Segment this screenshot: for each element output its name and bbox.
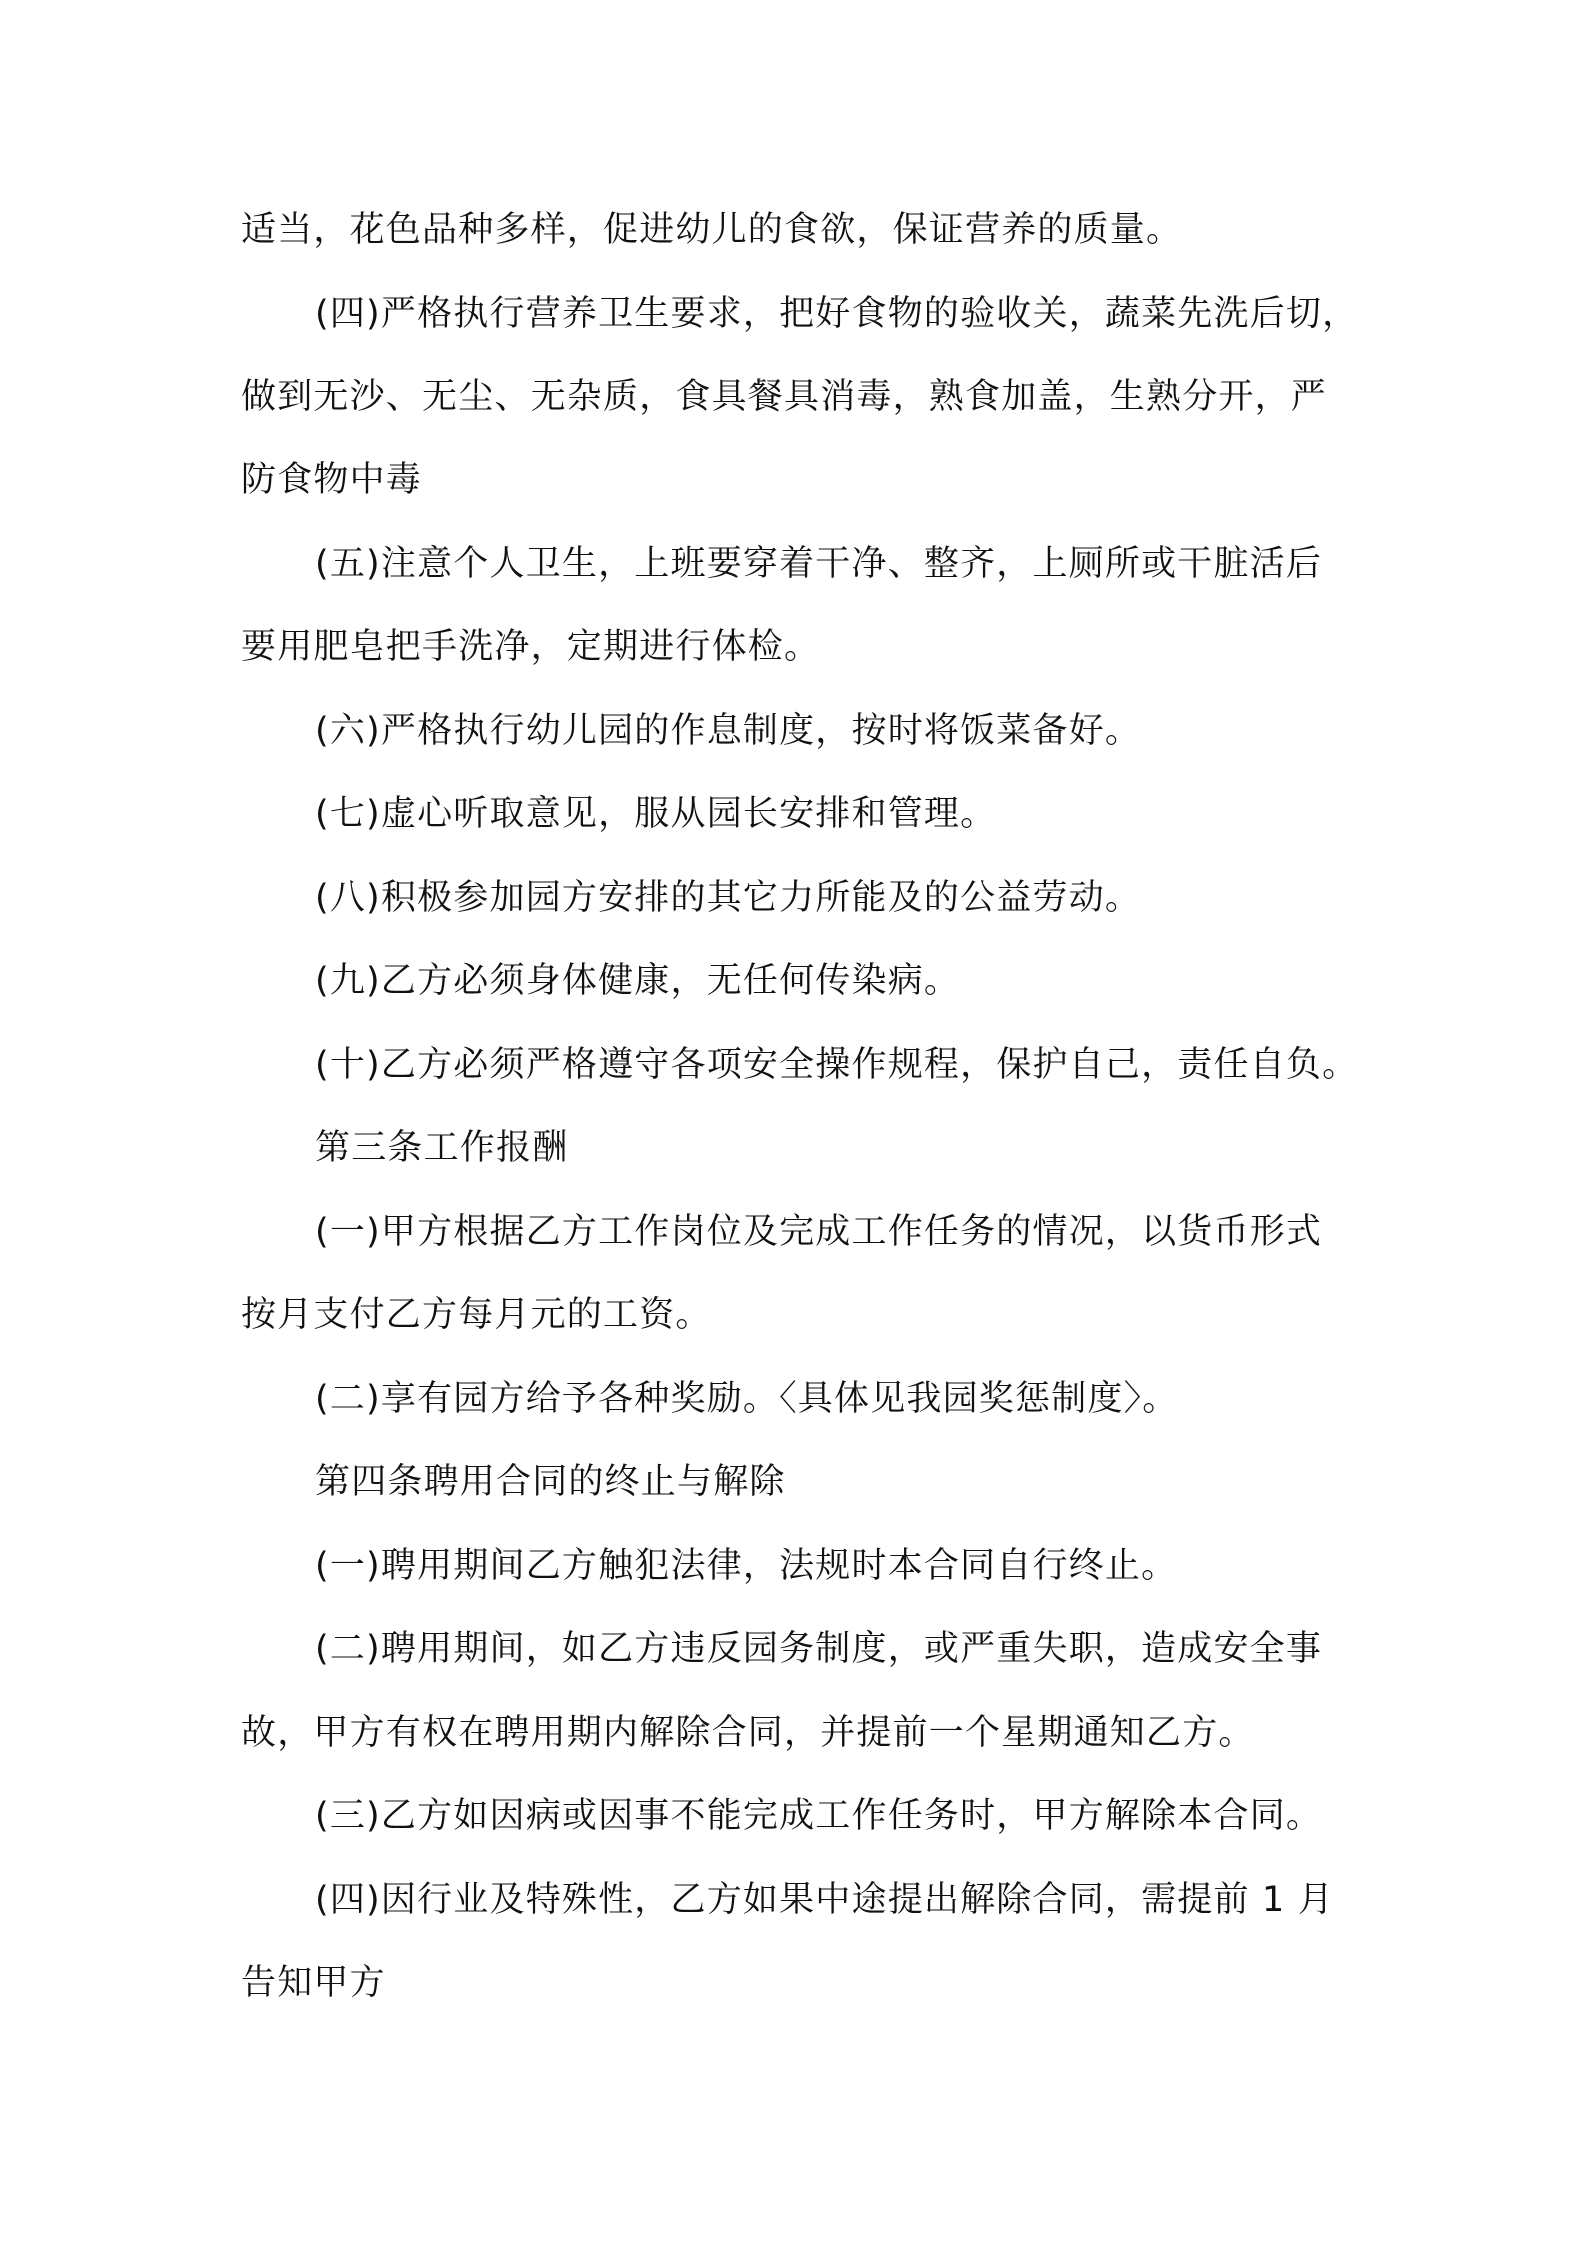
paragraph-line: (九)乙方必须身体健康，无任何传染病。 [315,961,961,1001]
paragraph-line: 告知甲方 [241,1963,386,2003]
section-heading: 第三条工作报酬 [315,1128,569,1168]
paragraph-line: (五)注意个人卫生，上班要穿着干净、整齐，上厕所或干脏活后 [315,544,1323,584]
paragraph-line: (四)因行业及特殊性，乙方如果中途提出解除合同，需提前 1 月 [315,1880,1335,1920]
paragraph-line: (八)积极参加园方安排的其它力所能及的公益劳动。 [315,878,1142,918]
paragraph-line: 故，甲方有权在聘用期内解除合同，并提前一个星期通知乙方。 [241,1713,1255,1753]
paragraph-line: (七)虚心听取意见，服从园长安排和管理。 [315,794,997,834]
paragraph-line: (三)乙方如因病或因事不能完成工作任务时，甲方解除本合同。 [315,1796,1323,1836]
paragraph-line: 适当，花色品种多样，促进幼儿的食欲，保证营养的质量。 [241,210,1183,250]
paragraph-line: 按月支付乙方每月元的工资。 [241,1295,712,1335]
section-heading: 第四条聘用合同的终止与解除 [315,1462,786,1502]
paragraph-line: (十)乙方必须严格遵守各项安全操作规程，保护自己，责任自负。 [315,1045,1359,1085]
paragraph-line: (二)享有园方给予各种奖励。〈具体见我园奖惩制度〉。 [315,1379,1179,1419]
paragraph-line: 做到无沙、无尘、无杂质，食具餐具消毒，熟食加盖，生熟分开，严 [241,377,1328,417]
paragraph-line: (六)严格执行幼儿园的作息制度，按时将饭菜备好。 [315,711,1142,751]
paragraph-line: (四)严格执行营养卫生要求，把好食物的验收关，蔬菜先洗后切， [315,294,1359,334]
paragraph-line: 要用肥皂把手洗净，定期进行体检。 [241,627,821,667]
paragraph-line: (二)聘用期间，如乙方违反园务制度，或严重失职，造成安全事 [315,1629,1323,1669]
paragraph-line: (一)甲方根据乙方工作岗位及完成工作任务的情况，以货币形式 [315,1212,1323,1252]
paragraph-line: 防食物中毒 [241,460,423,500]
paragraph-line: (一)聘用期间乙方触犯法律，法规时本合同自行终止。 [315,1546,1178,1586]
